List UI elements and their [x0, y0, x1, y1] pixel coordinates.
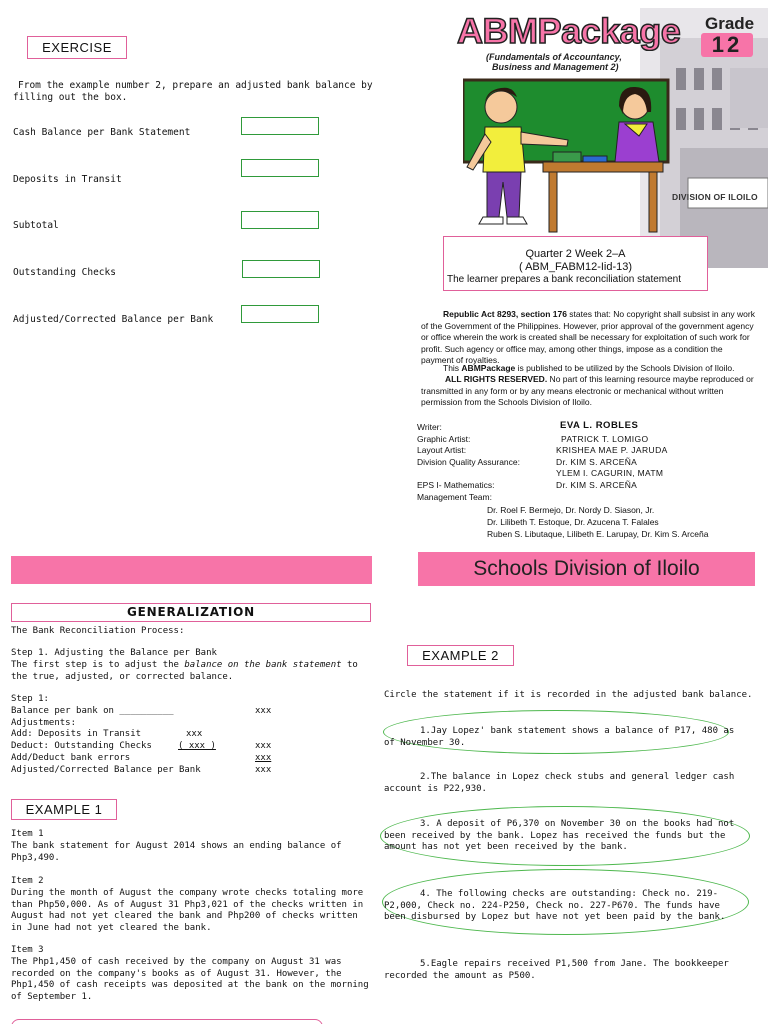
exercise-row-outstanding: Outstanding Checks	[13, 267, 116, 278]
rights-bold: ALL RIGHTS RESERVED.	[445, 374, 548, 384]
answer-box-outstanding[interactable]	[242, 260, 320, 278]
classroom-illustration	[463, 72, 673, 237]
example2-statement-2: 2.The balance in Lopez check stubs and general ledger cash account is P22,930.	[384, 772, 735, 794]
grade-label: Grade	[705, 14, 755, 33]
graphic-artist-name: PATRICK T. LOMIGO	[561, 434, 649, 444]
example1-item2-text: During the month of August the company wrote checks totaling more than Php50,000. As of August 31 Php3,021 of the checks written in August had not yet cleared the bank and Php200 of checks written in June had not yet cleared the bank.	[11, 888, 364, 933]
generalization-step-label: Step 1:	[11, 694, 49, 704]
management-names-1: Dr. Roel F. Bermejo, Dr. Nordy D. Siason, Jr.	[487, 505, 655, 515]
writer-label: Writer:	[417, 422, 442, 432]
reconciliation-line-right: xxx	[255, 741, 272, 751]
reconciliation-line-label: Add/Deduct bank errors	[11, 753, 131, 763]
copyright-ra-text: states that: No copyright shall subsist in any work of the Government of the Philippines. However, prior approval of the government agency or office wherein the work is created shall be necessary for exploitation of such work for profit. Such agency or office may, among other things, impose as a condition the payment of royalties.	[421, 309, 755, 365]
layout-artist-label: Layout Artist:	[417, 445, 467, 455]
package-subtitle-line1: (Fundamentals of Accountancy,	[486, 52, 622, 62]
exercise-tag: EXERCISE	[27, 36, 127, 59]
quarter-label: Quarter 2 Week 2–A	[525, 248, 626, 260]
publication-bold: ABMPackage	[461, 363, 516, 373]
generalization-step-description	[11, 660, 371, 683]
answer-box-subtotal[interactable]	[241, 211, 319, 229]
example2-statement-5: 5.Eagle repairs received P1,500 from Jane. The bookkeeper recorded the amount as P500.	[384, 959, 729, 981]
competency-code: ( ABM_FABM12-Iid-13)	[518, 261, 633, 273]
example2-statement-3: 3. A deposit of P6,370 on November 30 on the books had not been received by the bank. Lopez has received the funds but the amount has not yet been received by the bank.	[384, 819, 735, 852]
reconciliation-line-mid: ( xxx )	[178, 741, 216, 751]
publication-pre: This	[443, 363, 462, 373]
eps-name: Dr. KIM S. ARCEÑA	[556, 480, 638, 490]
publication-notice	[421, 363, 756, 375]
generalization-intro: The Bank Reconciliation Process:	[11, 626, 185, 636]
copyright-notice	[421, 309, 756, 367]
answer-box-deposits[interactable]	[241, 159, 319, 177]
dqa-name-2: YLEM I. CAGURIN, MATM	[556, 468, 664, 478]
division-banner-text: Schools Division of Iloilo	[473, 557, 700, 580]
layout-artist-name: KRISHEA MAE P. JARUDA	[556, 445, 668, 455]
pink-banner-left	[11, 556, 372, 584]
rights-text: No part of this learning resource maybe reproduced or transmitted in any form or by any means electronic or mechanical without written permission from the Schools Division of Iloilo.	[421, 374, 754, 407]
publication-text: is published to be utilized by the Schools Division of Iloilo.	[515, 363, 735, 373]
management-names-2: Dr. Lilibeth T. Estoque, Dr. Azucena T. Falales	[487, 517, 659, 527]
package-subtitle-line2: Business and Management 2)	[492, 62, 619, 72]
exercise-row-deposits: Deposits in Transit	[13, 174, 122, 185]
eps-label: EPS I- Mathematics:	[417, 480, 495, 490]
example1-item3-title: Item 3	[11, 945, 44, 955]
generalization-tag: GENERALIZATION	[11, 603, 371, 622]
example2-instruction: Circle the statement if it is recorded in the adjusted bank balance.	[384, 690, 753, 700]
example2-statement-1: 1.Jay Lopez' bank statement shows a balance of P17, 480 as of November 30.	[384, 726, 735, 748]
copyright-ra-bold: Republic Act 8293, section 176	[443, 309, 567, 319]
reconciliation-line-right: xxx	[255, 765, 272, 775]
reconciliation-line-label: Adjusted/Corrected Balance per Bank	[11, 765, 201, 775]
exercise-row-cash-balance: Cash Balance per Bank Statement	[13, 127, 191, 138]
exercise-row-subtotal: Subtotal	[13, 220, 59, 231]
package-title: ABMPackage	[457, 12, 681, 51]
building-sign-text: DIVISION OF ILOILO	[672, 192, 758, 202]
step-desc-a: The first step is to adjust the	[11, 660, 185, 670]
writer-name: EVA L. ROBLES	[560, 420, 639, 431]
example1-tag: EXAMPLE 1	[11, 799, 117, 820]
dqa-name-1: Dr. KIM S. ARCEÑA	[556, 457, 638, 467]
reconciliation-line-label: Deduct: Outstanding Checks	[11, 741, 152, 751]
rights-notice	[421, 374, 756, 409]
reconciliation-line-right: xxx	[255, 753, 272, 763]
example1-item1-text: The bank statement for August 2014 shows an ending balance of Php3,490.	[11, 841, 342, 863]
example1-item2-title: Item 2	[11, 876, 44, 886]
dqa-label: Division Quality Assurance:	[417, 457, 520, 467]
example2-statement-4: 4. The following checks are outstanding: Check no. 219-P2,000, Check no. 224-P250, Check no. 227-P670. The funds have been disbursed by Lopez but have not yet been paid by the bank.	[384, 889, 726, 922]
step-desc-b: to the true, adjusted, or corrected balance.	[11, 660, 358, 682]
example1-item3-text: The Php1,450 of cash received by the company on August 31 was recorded on the company's books as of August 31. However, the Php1,450 of cash receipts was deposited at the bank on the morning of September 1.	[11, 957, 369, 1002]
reconciliation-line-label: Balance per bank on __________	[11, 706, 174, 716]
step-desc-em: balance on the bank statement	[184, 660, 342, 670]
generalization-step-title: Step 1. Adjusting the Balance per Bank	[11, 648, 217, 658]
management-label: Management Team:	[417, 492, 492, 502]
answer-box-cash-balance[interactable]	[241, 117, 319, 135]
example1-item1-title: Item 1	[11, 829, 44, 839]
management-names-3: Ruben S. Libutaque, Lilibeth E. Larupay, Dr. Kim S. Arceña	[487, 529, 709, 539]
reconciliation-line-label: Add: Deposits in Transit	[11, 729, 142, 739]
competency-statement: The learner prepares a bank reconciliation statement	[447, 274, 682, 285]
reconciliation-line-right: xxx	[255, 706, 272, 716]
exercise-row-adjusted: Adjusted/Corrected Balance per Bank	[13, 314, 214, 325]
next-section-box	[11, 1019, 323, 1024]
reconciliation-line-label: Adjustments:	[11, 718, 77, 728]
graphic-artist-label: Graphic Artist:	[417, 434, 471, 444]
reconciliation-line-mid: xxx	[186, 729, 203, 739]
exercise-instruction: From the example number 2, prepare an adjusted bank balance by filling out the box.	[13, 80, 373, 103]
example2-tag: EXAMPLE 2	[407, 645, 514, 666]
grade-number: 12	[701, 33, 753, 57]
answer-box-adjusted[interactable]	[241, 305, 319, 323]
